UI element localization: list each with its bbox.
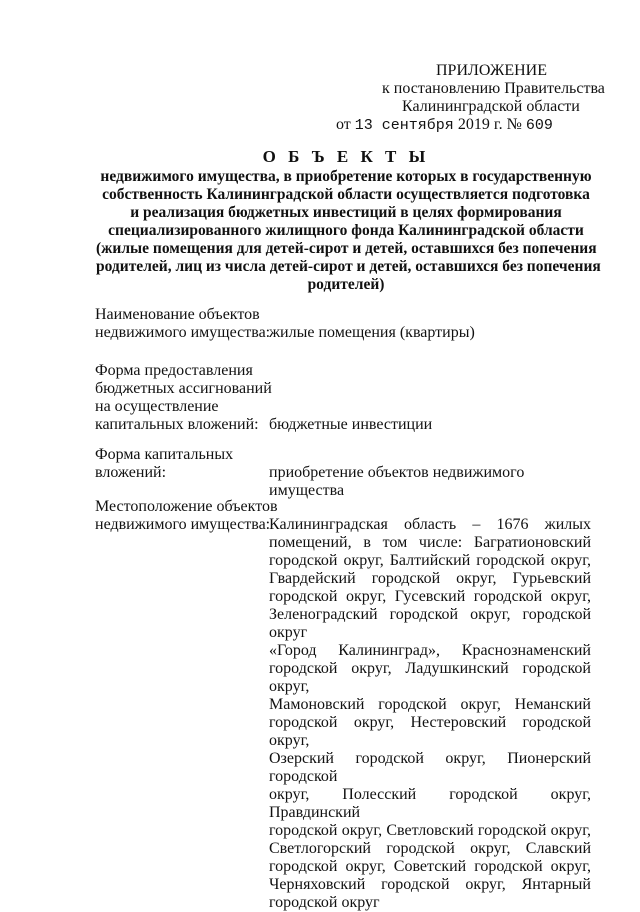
location-line: городской округ, Советский городской округ,	[269, 858, 591, 875]
location-line: Озерский городской округ, Пионерский городской	[269, 750, 591, 785]
label-line: Форма предоставления	[95, 362, 253, 379]
location-line: городской округ, Ладушкинский городской округ,	[269, 660, 591, 695]
heading-line: родителей, лиц из числа детей-сирот и детей, оставшихся без попечения	[96, 258, 601, 275]
location-line: помещений, в том числе: Багратионовский	[269, 534, 591, 551]
field-label	[95, 362, 272, 434]
field-location	[95, 498, 595, 911]
heading-line: собственность Калининградской области осуществляется подготовка	[102, 186, 590, 203]
location-line: Мамоновский городской округ, Неманский	[269, 696, 591, 713]
field-label	[95, 306, 271, 342]
location-line: городской округ, Нестеровский городской округ,	[269, 714, 591, 749]
label-line: капитальных вложений:	[95, 416, 259, 433]
heading-line: родителей)	[307, 276, 385, 293]
field-object-name	[95, 306, 595, 342]
field-value: бюджетные инвестиции	[269, 416, 433, 433]
field-label	[95, 498, 278, 534]
date-typed: 13 сентября	[354, 117, 454, 134]
date-prefix: от	[336, 116, 351, 133]
label-line: недвижимого имущества:	[95, 516, 271, 533]
location-line: «Город Калининград», Краснознаменский	[269, 642, 591, 659]
appendix-line-resolution: к постановлению Правительства	[382, 80, 605, 97]
document-heading	[96, 147, 601, 294]
appendix-title: ПРИЛОЖЕНИЕ	[436, 62, 548, 79]
heading-line: недвижимого имущества, в приобретение которых в государственную	[100, 168, 592, 185]
location-line: городской округ	[269, 894, 380, 911]
field-allocation-form	[95, 362, 595, 434]
location-line: городской округ, Балтийский городской округ,	[269, 552, 591, 569]
location-line: Гвардейский городской округ, Гурьевский	[269, 570, 591, 587]
field-label	[95, 446, 265, 482]
number-sign: №	[506, 116, 522, 133]
label-line: недвижимого имущества:	[95, 324, 271, 341]
location-line: Светлогорский городской округ, Славский	[269, 840, 591, 857]
field-value: жилые помещения (квартиры)	[269, 324, 475, 341]
appendix-date-line	[330, 116, 610, 135]
label-line: Форма капитальных	[95, 446, 234, 463]
heading-line: (жилые помещения для детей-сирот и детей, оставшихся без попечения	[96, 240, 597, 257]
label-line: Наименование объектов	[95, 306, 260, 323]
heading-line: и реализация бюджетных инвестиций в целях формирования	[130, 204, 562, 221]
heading-title: О Б Ъ Е К Т Ы	[262, 147, 430, 166]
location-line: Калининградская область – 1676 жилых	[269, 516, 591, 533]
field-value: приобретение объектов недвижимого имущества	[269, 464, 525, 499]
label-line: вложений:	[95, 464, 167, 481]
date-year: 2019 г.	[457, 116, 503, 133]
location-line: городской округ, Светловский городской округ,	[269, 822, 591, 839]
location-value	[269, 516, 591, 912]
location-line: Черняховский городской округ, Янтарный	[269, 876, 591, 893]
document-number: 609	[525, 117, 553, 134]
appendix-line-region: Калининградской области	[402, 98, 580, 115]
appendix-header	[330, 62, 610, 135]
label-line: Местоположение объектов	[95, 498, 278, 515]
label-line: бюджетных ассигнований	[95, 380, 272, 397]
location-line: Зеленоградский городской округ, городской округ	[269, 606, 591, 641]
label-line: на осуществление	[95, 398, 219, 415]
location-line: округ, Полесский городской округ, Правдинский	[269, 786, 591, 821]
location-line: городской округ, Гусевский городской округ,	[269, 588, 591, 605]
field-investment-form	[95, 446, 595, 499]
heading-line: специализированного жилищного фонда Калининградской области	[108, 222, 584, 239]
